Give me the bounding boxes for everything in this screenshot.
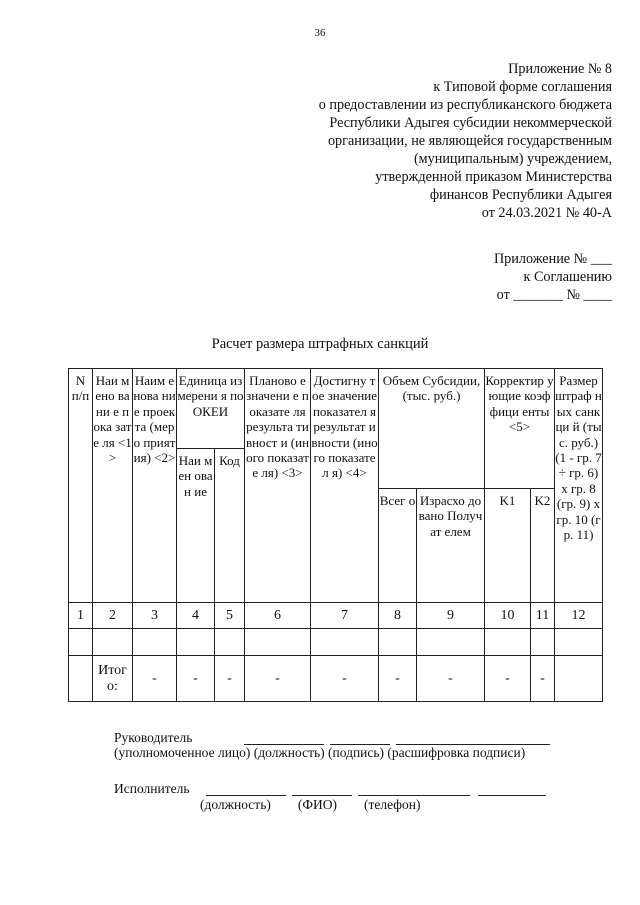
executor-label: Исполнитель [114, 781, 190, 796]
empty-cell [555, 656, 603, 702]
penalty-table [68, 368, 603, 702]
appendix-header-line: финансов Республики Адыгея [429, 187, 612, 203]
executor-fio-line [292, 795, 352, 796]
total-dash: - [531, 656, 555, 702]
executor-name-line [358, 795, 470, 796]
column-number: 7 [311, 603, 379, 629]
empty-cell [93, 629, 133, 656]
appendix-header-line: утвержденной приказом Министерства [375, 169, 612, 185]
header-planned-value: Планово е значени е показате ля результа тивност и (иного показате ля) <3> [245, 369, 311, 603]
appendix-header-line: о предоставлении из республиканского бюджета [318, 97, 612, 113]
executor-caption: (должность) (ФИО) (телефон) [200, 797, 421, 812]
header-correction-coefficients: Корректир ующие коэффици енты <5> [485, 369, 555, 489]
empty-cell [215, 629, 245, 656]
appendix-header-line: Республики Адыгея субсидии некоммерческой [329, 115, 612, 131]
header-penalty-amount: Размер штраф ных санкци й (тыс. руб.) (1 - гр. 7 ÷ гр. 6) x гр. 8 (гр. 9) x гр. 10 (гр. 11) [555, 369, 603, 603]
agreement-ref-line: Приложение № ___ [493, 251, 612, 267]
table-row [69, 629, 603, 656]
column-number: 8 [379, 603, 417, 629]
appendix-header-line: от 24.03.2021 № 40-А [481, 205, 612, 221]
total-row [69, 656, 603, 702]
appendix-header-line: (муниципальным) учреждением, [413, 151, 612, 167]
header-unit: Единица измерени я по ОКЕИ [177, 369, 245, 449]
empty-cell [245, 629, 311, 656]
column-number: 12 [555, 603, 603, 629]
head-label: Руководитель [114, 730, 193, 745]
empty-cell [379, 629, 417, 656]
header-unit-code: Код [215, 449, 245, 603]
total-dash: - [177, 656, 215, 702]
column-number: 1 [69, 603, 93, 629]
column-number: 2 [93, 603, 133, 629]
header-n: N п/п [69, 369, 93, 603]
empty-cell [69, 656, 93, 702]
appendix-header [319, 60, 612, 222]
head-caption: (уполномоченное лицо) (должность) (подпись) (расшифровка подписи) [114, 745, 526, 760]
total-dash: - [485, 656, 531, 702]
total-dash: - [215, 656, 245, 702]
header-unit-name: Наи мен ован ие [177, 449, 215, 603]
empty-cell [555, 629, 603, 656]
total-dash: - [379, 656, 417, 702]
total-dash: - [311, 656, 379, 702]
appendix-header-line: Приложение № 8 [508, 61, 612, 77]
empty-cell [417, 629, 485, 656]
header-project-name: Наим енова ние проек та (меро прият ия) <2> [133, 369, 177, 603]
header-subsidy-volume: Объем Субсидии, (тыс. руб.) [379, 369, 485, 489]
header-subsidy-total: Всег о [379, 489, 417, 603]
column-number: 9 [417, 603, 485, 629]
empty-cell [69, 629, 93, 656]
column-number: 5 [215, 603, 245, 629]
column-number: 11 [531, 603, 555, 629]
empty-cell [485, 629, 531, 656]
header-subsidy-spent: Израсхо довано Получат елем [417, 489, 485, 603]
empty-cell [531, 629, 555, 656]
column-number: 10 [485, 603, 531, 629]
empty-cell [177, 629, 215, 656]
total-dash: - [417, 656, 485, 702]
empty-cell [133, 629, 177, 656]
header-k2: K2 [531, 489, 555, 603]
header-achieved-value: Достигну тое значение показател я результат ивности (иного показател я) <4> [311, 369, 379, 603]
total-dash: - [245, 656, 311, 702]
appendix-header-line: организации, не являющейся государственным [327, 133, 612, 149]
appendix-header-line: к Типовой форме соглашения [433, 79, 612, 95]
header-k1: K1 [485, 489, 531, 603]
header-indicator-name: Наи мено вани е пока зате ля <1> [93, 369, 133, 603]
empty-cell [311, 629, 379, 656]
total-label: Итог о: [93, 656, 133, 702]
column-number: 6 [245, 603, 311, 629]
agreement-ref-line: от _______ № ____ [496, 287, 612, 303]
document-title: Расчет размера штрафных санкций [211, 336, 429, 352]
page-number: 36 [314, 27, 326, 39]
agreement-ref-line: к Соглашению [523, 269, 612, 285]
executor-phone-line [478, 795, 546, 796]
agreement-reference [494, 250, 612, 304]
executor-position-line [206, 795, 286, 796]
column-number-row [69, 603, 603, 629]
total-dash: - [133, 656, 177, 702]
column-number: 4 [177, 603, 215, 629]
column-number: 3 [133, 603, 177, 629]
